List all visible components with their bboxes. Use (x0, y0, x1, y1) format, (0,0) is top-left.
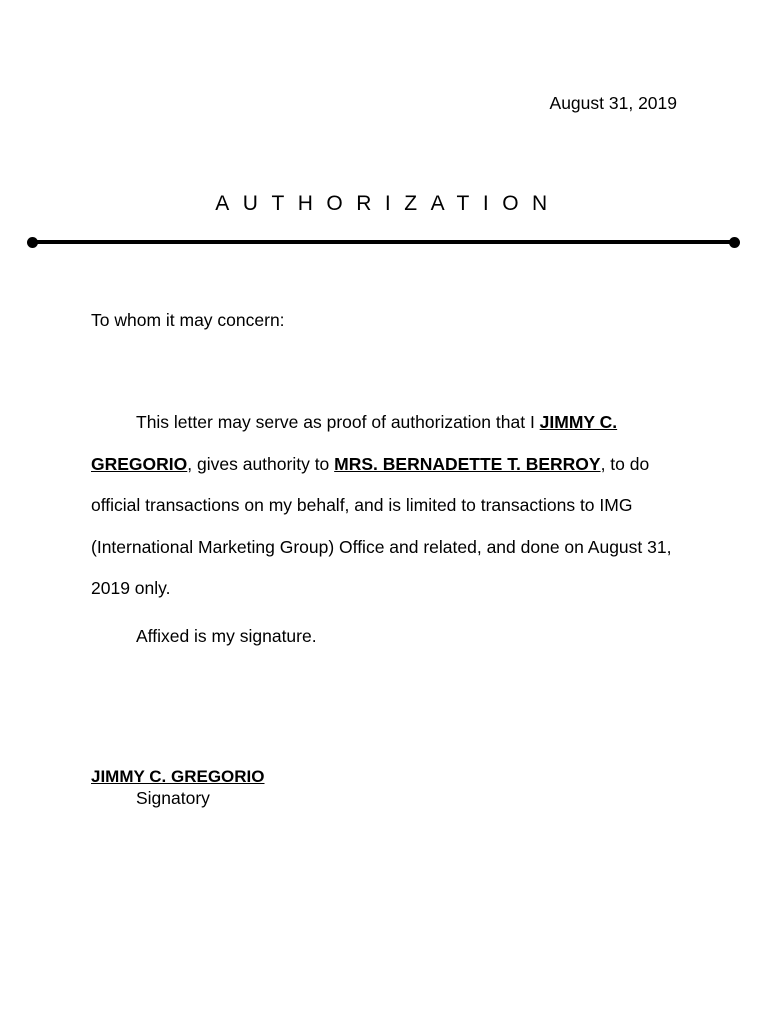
signatory-name: JIMMY C. GREGORIO (91, 767, 265, 786)
paragraph-text-1: This letter may serve as proof of authorization that I (136, 412, 540, 432)
paragraph-text-3: , to do official transactions on my behalf, and is limited to transactions to IMG (International Marketing Group) Office and related, and done on August 31, 2019 only. (91, 453, 672, 598)
divider-left-end (27, 237, 38, 248)
letter-date: August 31, 2019 (549, 93, 677, 113)
closing-line: Affixed is my signature. (136, 626, 317, 646)
grantor-name: JIMMY C. GREGORIO (91, 412, 618, 474)
authorization-paragraph (91, 402, 683, 610)
grantee-name: MRS. BERNADETTE T. BERROY (334, 453, 601, 474)
signatory-role: Signatory (136, 788, 210, 808)
salutation: To whom it may concern: (91, 310, 285, 330)
letter-title: AUTHORIZATION (215, 192, 561, 215)
divider-right-end (729, 237, 740, 248)
paragraph-text-2: , gives authority to (187, 453, 335, 474)
title-divider (33, 240, 735, 244)
